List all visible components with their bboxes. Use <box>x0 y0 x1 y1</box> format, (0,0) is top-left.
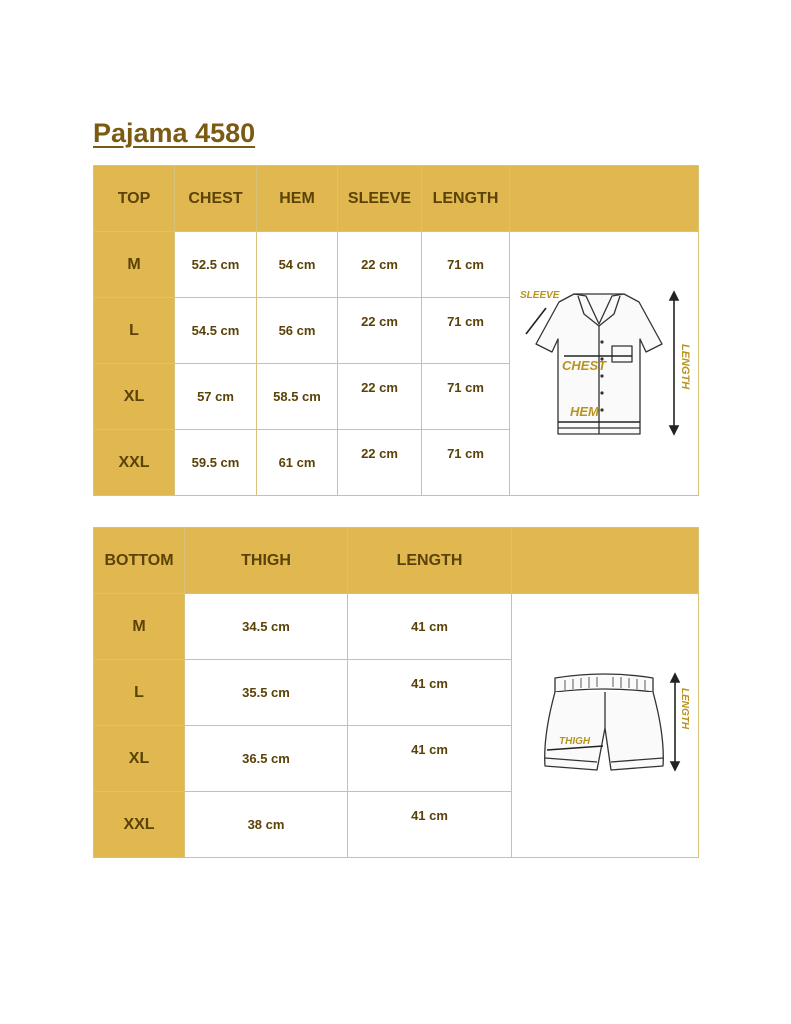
shorts-figure-cell <box>512 594 699 858</box>
table-row <box>94 594 699 660</box>
table-row <box>94 232 699 298</box>
size-label: XXL <box>94 430 175 496</box>
size-label: XL <box>94 364 175 430</box>
chest-value: 59.5 cm <box>175 430 257 496</box>
length-value: 41 cm <box>348 792 512 858</box>
header-sleeve: SLEEVE <box>338 166 422 232</box>
header-hem: HEM <box>257 166 338 232</box>
sleeve-value: 22 cm <box>338 232 422 298</box>
header-thigh: THIGH <box>185 528 348 594</box>
length-value: 71 cm <box>422 298 510 364</box>
length-value: 71 cm <box>422 430 510 496</box>
chest-value: 52.5 cm <box>175 232 257 298</box>
length-value: 41 cm <box>348 594 512 660</box>
thigh-figure-label: THIGH <box>559 735 591 747</box>
sleeve-value: 22 cm <box>338 364 422 430</box>
size-label: L <box>94 660 185 726</box>
thigh-value: 38 cm <box>185 792 348 858</box>
hem-value: 58.5 cm <box>257 364 338 430</box>
size-label: XXL <box>94 792 185 858</box>
thigh-value: 34.5 cm <box>185 594 348 660</box>
length-value: 41 cm <box>348 660 512 726</box>
header-top: TOP <box>94 166 175 232</box>
hem-value: 61 cm <box>257 430 338 496</box>
bottom-size-table <box>93 527 699 858</box>
length-value: 71 cm <box>422 364 510 430</box>
sleeve-value: 22 cm <box>338 430 422 496</box>
thigh-value: 35.5 cm <box>185 660 348 726</box>
length-value: 41 cm <box>348 726 512 792</box>
header-figure-blank <box>512 528 699 594</box>
length-figure-label: LENGTH <box>679 343 691 389</box>
shirt-diagram <box>514 284 694 444</box>
chest-value: 54.5 cm <box>175 298 257 364</box>
header-length: LENGTH <box>348 528 512 594</box>
thigh-value: 36.5 cm <box>185 726 348 792</box>
hem-value: 56 cm <box>257 298 338 364</box>
shirt-figure-cell <box>510 232 699 496</box>
header-figure-blank <box>510 166 699 232</box>
size-label: XL <box>94 726 185 792</box>
size-label: L <box>94 298 175 364</box>
shorts-diagram <box>525 666 690 786</box>
page-title: Pajama 4580 <box>93 118 256 148</box>
sleeve-value: 22 cm <box>338 298 422 364</box>
chest-value: 57 cm <box>175 364 257 430</box>
length-figure-label: LENGTH <box>679 687 690 729</box>
header-bottom: BOTTOM <box>94 528 185 594</box>
top-size-table <box>93 165 699 496</box>
sleeve-figure-label: SLEEVE <box>520 289 560 301</box>
hem-value: 54 cm <box>257 232 338 298</box>
size-label: M <box>94 232 175 298</box>
size-label: M <box>94 594 185 660</box>
header-chest: CHEST <box>175 166 257 232</box>
header-length: LENGTH <box>422 166 510 232</box>
chest-figure-label: CHEST <box>562 357 607 373</box>
length-value: 71 cm <box>422 232 510 298</box>
hem-figure-label: HEM <box>570 403 599 419</box>
